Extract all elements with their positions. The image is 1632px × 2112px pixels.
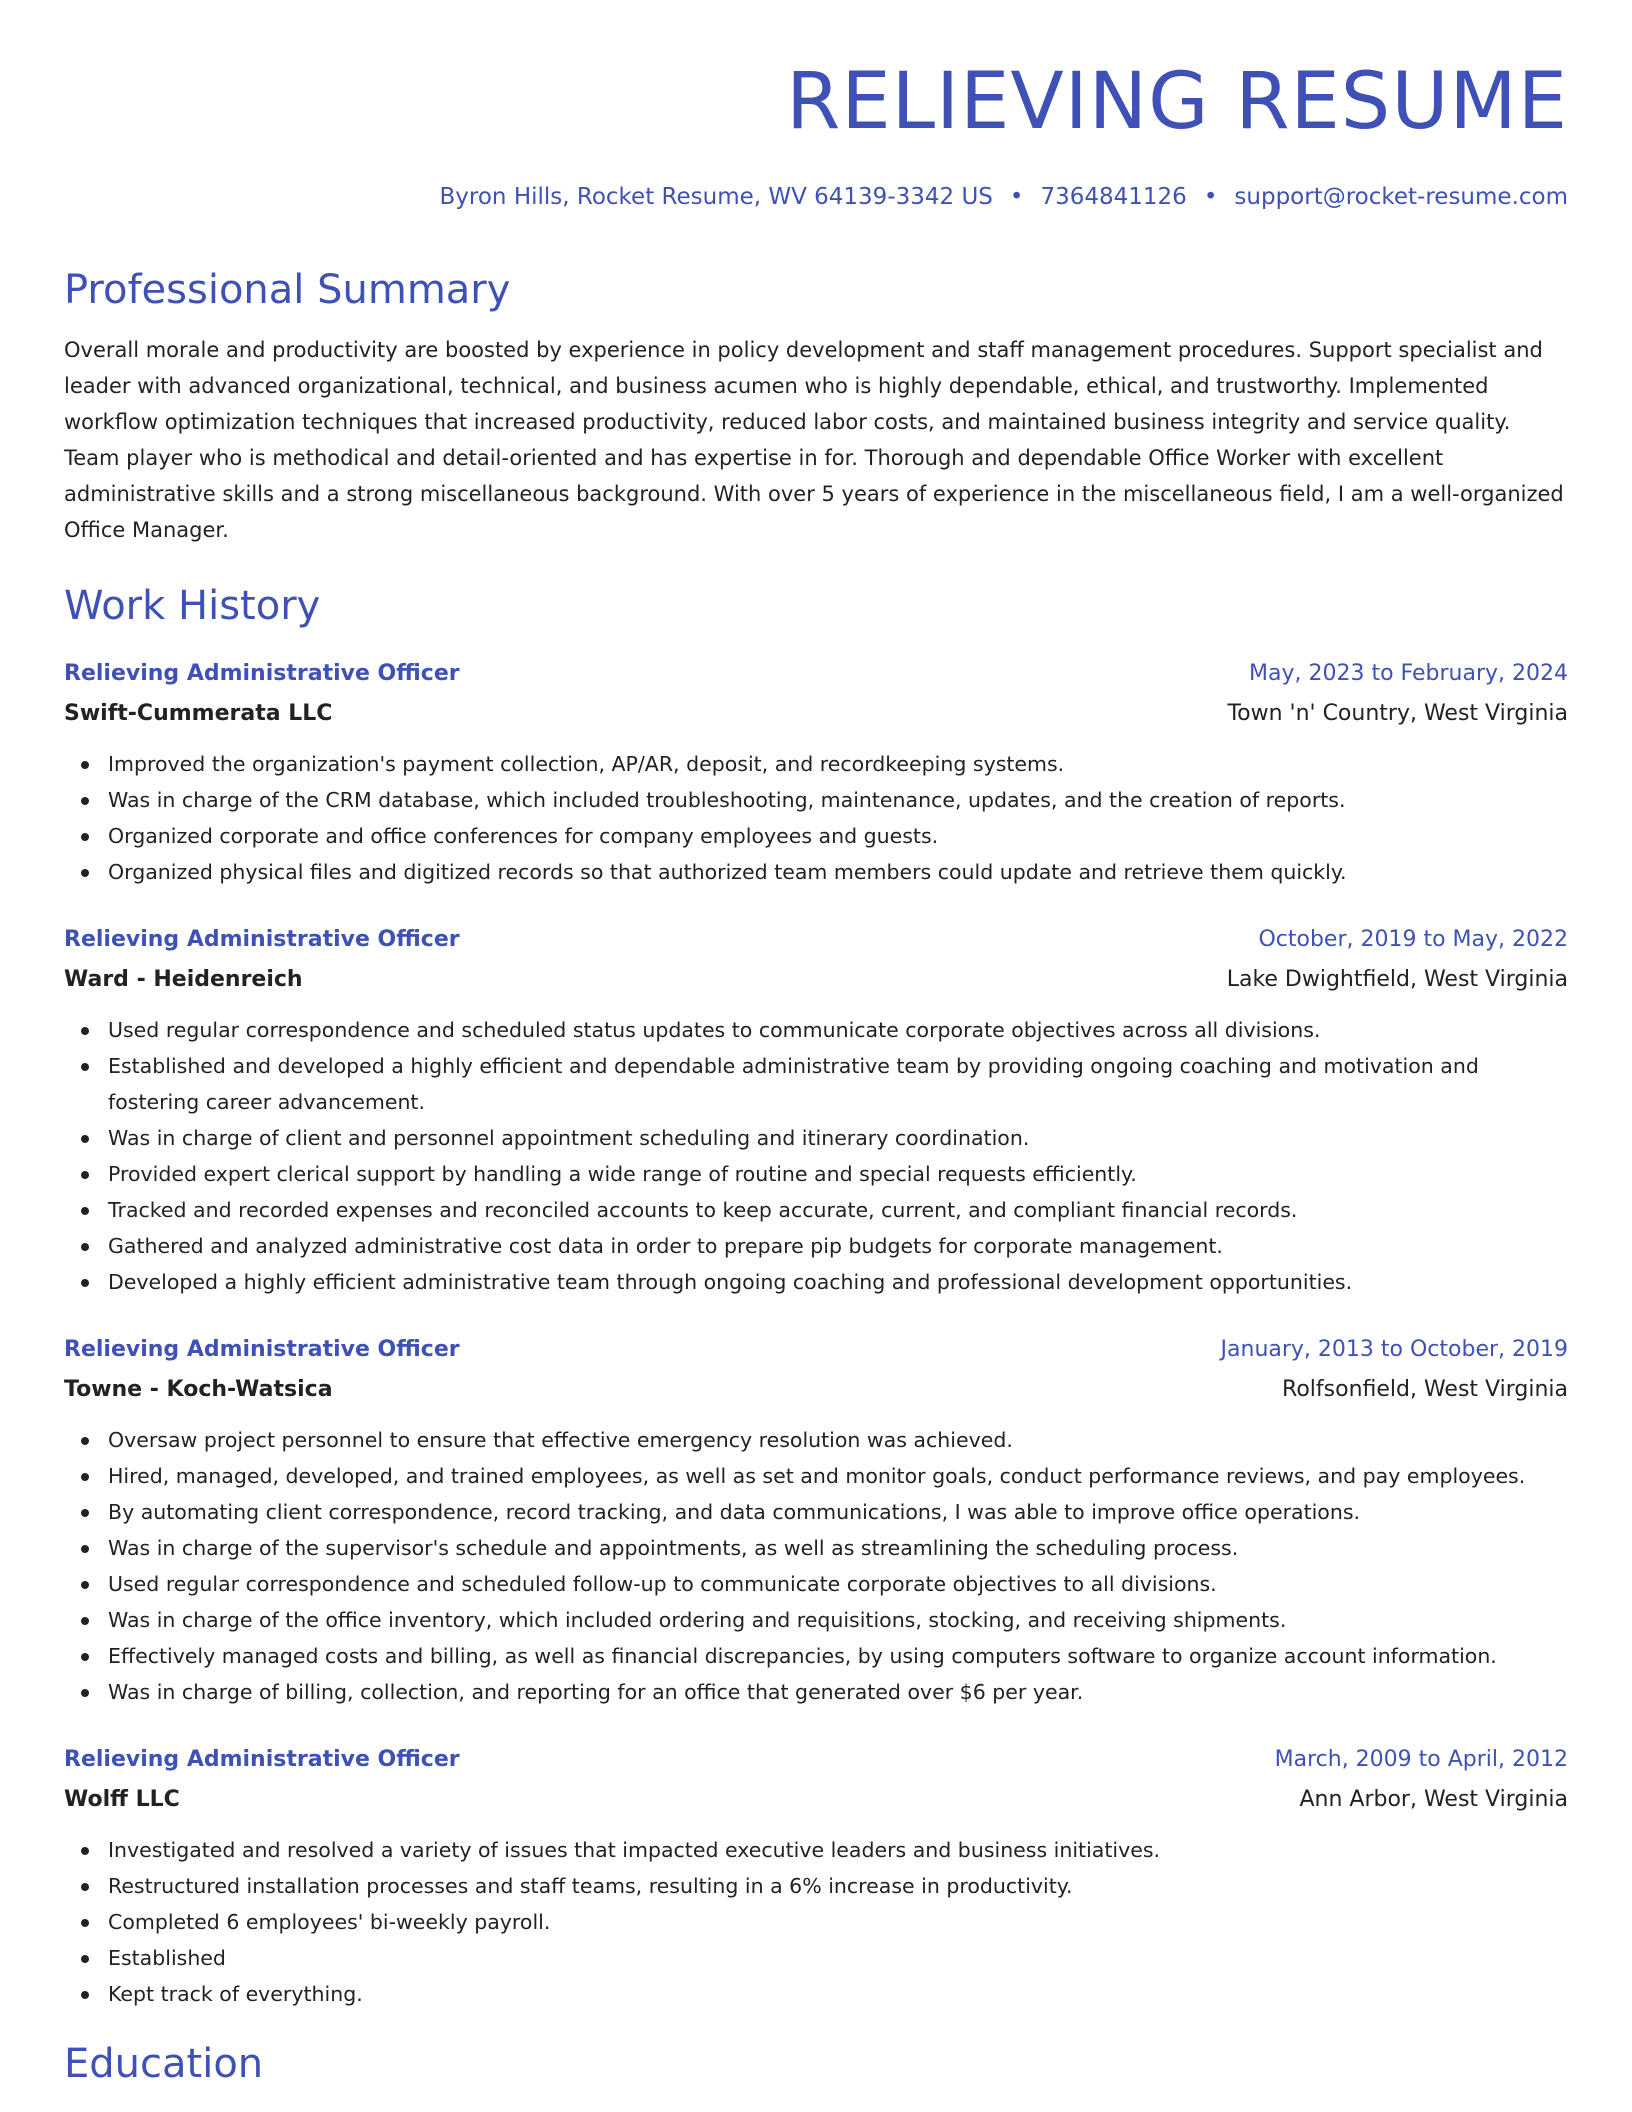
job-bullet: Investigated and resolved a variety of issues that impacted executive leaders and business initiatives.	[108, 1832, 1568, 1868]
job-title: Relieving Administrative Officer	[64, 661, 460, 686]
job-title: Relieving Administrative Officer	[64, 1747, 460, 1772]
job-company-row	[64, 1370, 1568, 1410]
job-company: Wolff LLC	[64, 1787, 180, 1812]
job-title-row	[64, 1740, 1568, 1780]
job-location: Ann Arbor, West Virginia	[1299, 1787, 1568, 1812]
job-bullet: Was in charge of the office inventory, which included ordering and requisitions, stocking, and receiving shipments.	[108, 1602, 1568, 1638]
resume-title: RELIEVING RESUME	[786, 57, 1568, 147]
job-bullet: Was in charge of client and personnel appointment scheduling and itinerary coordination.	[108, 1120, 1568, 1156]
job-company-row	[64, 1780, 1568, 1820]
summary-text: Overall morale and productivity are boosted by experience in policy development and staff management procedures. Support specialist and leader with advanced organizational, technical, and business acumen who is highly dependable, ethical, and trustworthy. Implemented workflow optimization techniques that increased productivity, reduced labor costs, and maintained business integrity and service quality. Team player who is methodical and detail-oriented and has expertise in for. Thorough and dependable Office Worker with excellent administrative skills and a strong miscellaneous background. With over 5 years of experience in the miscellaneous field, I am a well-organized Office Manager.	[64, 338, 1564, 542]
contact-line	[440, 180, 1568, 214]
job-entry	[64, 920, 1568, 1300]
job-entry	[64, 1330, 1568, 1710]
job-title-row	[64, 654, 1568, 694]
resume-content	[64, 258, 1568, 2096]
job-company: Towne - Koch-Watsica	[64, 1377, 333, 1402]
section-heading-summary: Professional Summary	[64, 267, 511, 313]
professional-summary-section	[64, 258, 1568, 548]
job-dates: October, 2019 to May, 2022	[1258, 927, 1568, 952]
job-dates: May, 2023 to February, 2024	[1249, 661, 1568, 686]
job-bullet: Restructured installation processes and staff teams, resulting in a 6% increase in productivity.	[108, 1868, 1568, 1904]
job-location: Town 'n' Country, West Virginia	[1227, 701, 1568, 726]
job-bullet-list	[64, 1422, 1568, 1710]
job-bullet: Gathered and analyzed administrative cost data in order to prepare pip budgets for corporate management.	[108, 1228, 1568, 1264]
job-bullet-list	[64, 746, 1568, 890]
job-bullet-list	[64, 1012, 1568, 1300]
job-title-row	[64, 1330, 1568, 1370]
job-title: Relieving Administrative Officer	[64, 927, 460, 952]
contact-email[interactable]: support@rocket-resume.com	[1234, 184, 1568, 210]
job-bullet: Was in charge of the supervisor's schedule and appointments, as well as streamlining the scheduling process.	[108, 1530, 1568, 1566]
job-company-row	[64, 694, 1568, 734]
section-heading-work-history: Work History	[64, 583, 321, 629]
job-title: Relieving Administrative Officer	[64, 1337, 460, 1362]
job-bullet: Used regular correspondence and scheduled follow-up to communicate corporate objectives to all divisions.	[108, 1566, 1568, 1602]
job-bullet: Established and developed a highly efficient and dependable administrative team by providing ongoing coaching and motivation and fostering career advancement.	[108, 1048, 1568, 1120]
job-bullet-list	[64, 1832, 1568, 2012]
job-bullet: Used regular correspondence and scheduled status updates to communicate corporate objectives across all divisions.	[108, 1012, 1568, 1048]
job-location: Lake Dwightfield, West Virginia	[1226, 967, 1568, 992]
job-company: Ward - Heidenreich	[64, 967, 303, 992]
contact-separator: •	[1203, 184, 1218, 210]
job-bullet: Established	[108, 1940, 1568, 1976]
contact-phone: 7364841126	[1040, 184, 1187, 210]
job-bullet: Tracked and recorded expenses and reconciled accounts to keep accurate, current, and compliant financial records.	[108, 1192, 1568, 1228]
contact-separator: •	[1009, 184, 1024, 210]
job-bullet: Oversaw project personnel to ensure that effective emergency resolution was achieved.	[108, 1422, 1568, 1458]
job-company-row	[64, 960, 1568, 1000]
job-location: Rolfsonfield, West Virginia	[1282, 1377, 1568, 1402]
job-bullet: Was in charge of billing, collection, and reporting for an office that generated over $6 per year.	[108, 1674, 1568, 1710]
job-company: Swift-Cummerata LLC	[64, 701, 333, 726]
job-bullet: Organized physical files and digitized records so that authorized team members could update and retrieve them quickly.	[108, 854, 1568, 890]
contact-address: Byron Hills, Rocket Resume, WV 64139-3342 US	[439, 184, 993, 210]
job-bullet: Improved the organization's payment collection, AP/AR, deposit, and recordkeeping systems.	[108, 746, 1568, 782]
job-bullet: Organized corporate and office conferences for company employees and guests.	[108, 818, 1568, 854]
job-bullet: Hired, managed, developed, and trained employees, as well as set and monitor goals, conduct performance reviews, and pay employees.	[108, 1458, 1568, 1494]
job-bullet: By automating client correspondence, record tracking, and data communications, I was able to improve office operations.	[108, 1494, 1568, 1530]
job-bullet: Was in charge of the CRM database, which included troubleshooting, maintenance, updates, and the creation of reports.	[108, 782, 1568, 818]
job-title-row	[64, 920, 1568, 960]
education-section	[64, 2032, 1568, 2096]
job-dates: March, 2009 to April, 2012	[1274, 1747, 1568, 1772]
section-heading-education: Education	[64, 2041, 264, 2087]
job-bullet: Developed a highly efficient administrative team through ongoing coaching and professional development opportunities.	[108, 1264, 1568, 1300]
job-bullet: Provided expert clerical support by handling a wide range of routine and special requests efficiently.	[108, 1156, 1568, 1192]
job-bullet: Effectively managed costs and billing, as well as financial discrepancies, by using computers software to organize account information.	[108, 1638, 1568, 1674]
work-history-section	[64, 574, 1568, 2012]
job-entry	[64, 1740, 1568, 2012]
job-dates: January, 2013 to October, 2019	[1220, 1337, 1568, 1362]
job-bullet: Completed 6 employees' bi-weekly payroll.	[108, 1904, 1568, 1940]
job-bullet: Kept track of everything.	[108, 1976, 1568, 2012]
job-list	[64, 654, 1568, 2012]
job-entry	[64, 654, 1568, 890]
